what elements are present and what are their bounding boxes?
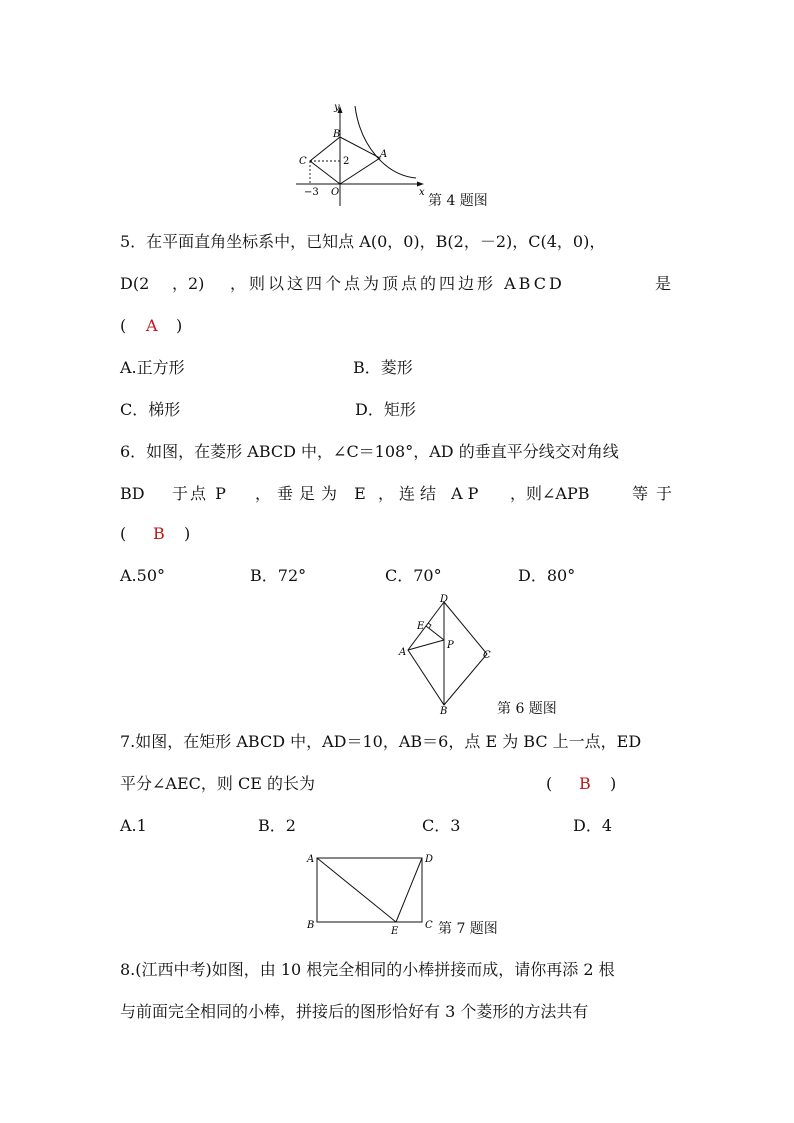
fig6-label-d: D: [440, 594, 449, 605]
fig6-label-p: P: [447, 640, 454, 651]
q6-option-c: C．70°: [385, 566, 442, 585]
q6-paren-close: ): [184, 524, 191, 543]
q6-paren-open: (: [120, 524, 127, 543]
q5-paren-close: ): [176, 316, 183, 335]
q6-line-2-part-f: 等于: [632, 484, 681, 503]
q6-line-1: 6．如图，在菱形 ABCD 中，∠C＝108°，AD 的垂直平分线交对角线: [120, 442, 619, 461]
q6-line-2-part-b: 于点 P: [172, 484, 228, 503]
fig4-label-b: B: [333, 129, 341, 140]
q7-answer: B: [579, 774, 591, 793]
fig7-label-d: D: [425, 854, 434, 865]
figure-6-caption: 第 6 题图: [497, 701, 557, 717]
figure-4-caption: 第 4 题图: [428, 193, 488, 209]
figure-4: [290, 100, 430, 212]
q5-option-d: D．矩形: [355, 400, 416, 419]
q6-line-2-part-c: ，垂足为 E: [255, 484, 372, 503]
q5-line-1: 5．在平面直角坐标系中，已知点 A(0，0)，B(2，－2)，C(4，0)，: [120, 232, 606, 251]
fig6-label-e: E: [417, 621, 425, 632]
fig4-label-c: C: [299, 156, 307, 167]
fig7-label-e: E: [391, 926, 399, 937]
figure-6: [395, 592, 505, 716]
q7-option-c: C．3: [422, 816, 461, 835]
q6-option-a: A.50°: [120, 566, 165, 585]
q6-line-2-part-a: BD: [120, 484, 145, 503]
q5-option-b: B．菱形: [353, 358, 413, 377]
fig7-label-c: C: [425, 920, 433, 931]
q6-option-b: B．72°: [250, 566, 307, 585]
q5-line-2-part-d: 是: [655, 274, 672, 293]
q7-paren-close: ): [610, 774, 617, 793]
fig6-label-a: A: [399, 647, 407, 658]
q7-option-a: A.1: [120, 816, 147, 835]
q5-answer: A: [146, 316, 158, 335]
fig6-label-b: B: [440, 706, 448, 716]
q5-option-c: C．梯形: [120, 400, 181, 419]
q6-option-d: D．80°: [518, 566, 576, 585]
fig4-tick-neg3: −3: [304, 187, 319, 198]
q5-line-2-part-b: ，2): [172, 274, 205, 293]
q8-line-1: 8.(江西中考)如图，由 10 根完全相同的小棒拼接而成，请你再添 2 根: [120, 960, 615, 979]
fig4-axis-x: x: [419, 187, 425, 198]
q7-line-2: 平分∠AEC，则 CE 的长为: [120, 774, 315, 793]
q5-paren-open: (: [120, 316, 127, 335]
fig4-tick-2: 2: [343, 156, 350, 167]
q8-line-2: 与前面完全相同的小棒，拼接后的图形恰好有 3 个菱形的方法共有: [120, 1002, 589, 1021]
q5-line-2-part-c: ，则以这四个点为顶点的四边形 ABCD: [230, 274, 565, 293]
figure-7-caption: 第 7 题图: [438, 921, 498, 937]
q7-paren-open: (: [546, 774, 553, 793]
q5-option-a: A.正方形: [120, 358, 185, 377]
q6-line-2-part-d: ，连结 AP: [378, 484, 484, 503]
q6-line-2-part-e: ，则∠APB: [510, 484, 590, 503]
fig7-label-a: A: [307, 854, 315, 865]
q7-option-b: B．2: [258, 816, 296, 835]
fig7-label-b: B: [307, 920, 315, 931]
q7-line-1: 7.如图，在矩形 ABCD 中，AD＝10，AB＝6，点 E 为 BC 上一点，ED: [120, 732, 642, 751]
fig6-label-c: C: [483, 650, 491, 661]
fig4-label-o: O: [331, 187, 340, 198]
figure-7: [300, 848, 440, 938]
q7-option-d: D．4: [573, 816, 613, 835]
fig4-axis-y: y: [334, 102, 340, 113]
q6-answer: B: [153, 524, 165, 543]
fig4-label-a: A: [380, 149, 388, 160]
q5-line-2-part-a: D(2: [120, 274, 150, 293]
